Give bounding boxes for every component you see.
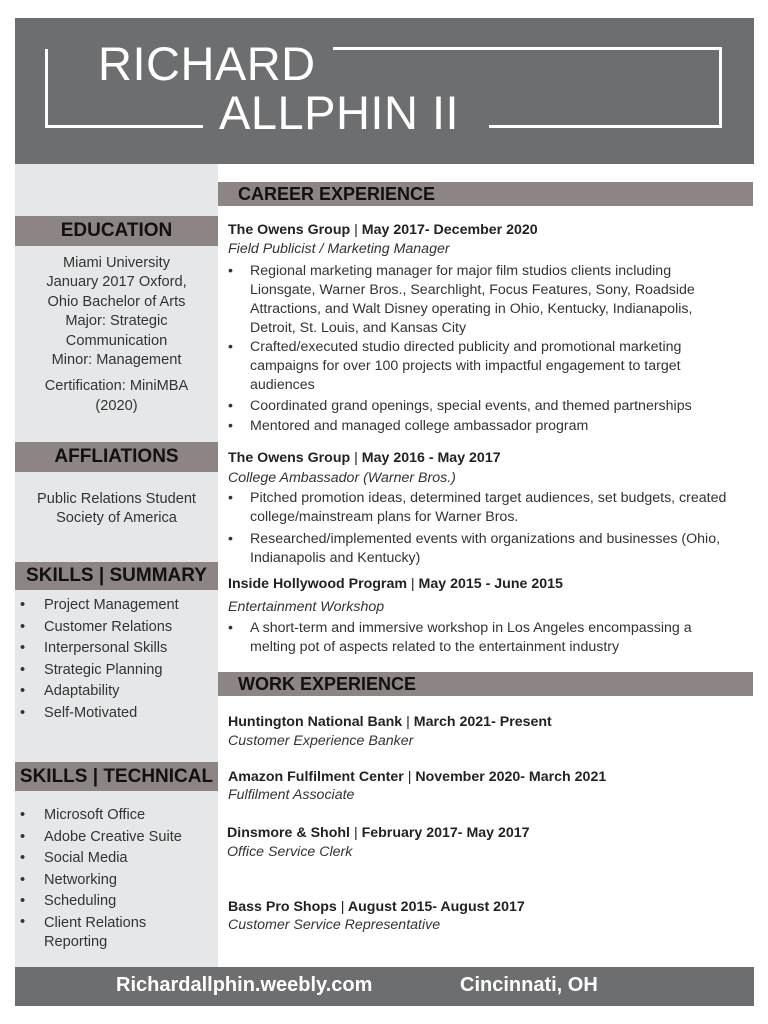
affiliation-line: Society of America [56,510,177,527]
bullet-icon: • [228,398,233,414]
list-item: • Crafted/executed studio directed publicity and promotional marketing campaigns for over 100 projects with impactful engagement to target audiences [228,339,682,393]
first-name: RICHARD [98,37,316,90]
job-title: The Owens Group | May 2017- December 2020 [228,222,538,238]
bullet-icon: • [20,871,26,888]
bullet-icon: • [20,828,26,845]
list-item: • Client Relations Reporting [20,913,147,950]
skills-summary-heading: SKILLS | SUMMARY [15,562,218,590]
skills-technical-heading: SKILLS | TECHNICAL [15,762,218,791]
skills-summary-list [20,595,218,724]
bullet-icon: • [20,850,26,866]
frame-line-top-right [333,47,722,50]
job-title: Huntington National Bank | March 2021- Present [228,714,552,730]
bullet-icon: • [20,893,26,909]
affiliation-line: Public Relations Student [36,491,196,507]
bullet-icon: • [228,263,233,279]
education-line: Communication [65,332,168,349]
job-role: College Ambassador (Warner Bros.) [228,470,456,486]
list-item: • A short-term and immersive workshop in Los Angeles encompassing a melting pot of aspects related to the entertainment industry [228,620,692,655]
bullet-icon: • [20,597,26,613]
bullet-icon: • [20,913,26,930]
list-item: • Adaptability [20,681,218,703]
job-title: The Owens Group | May 2016 - May 2017 [228,450,501,466]
list-item: • Interpersonal Skills [20,638,218,660]
job-role: Entertainment Workshop [228,599,385,615]
footer-banner [15,967,754,1006]
job-role: Customer Experience Banker [228,733,414,749]
job-role: Field Publicist / Marketing Manager [228,241,450,257]
certification-line: Certification: MiniMBA [44,378,189,395]
education-line: January 2017 Oxford, [46,274,187,291]
last-name: ALLPHIN II [219,86,460,139]
bullet-icon: • [228,418,233,434]
list-item: • Regional marketing manager for major film studios clients including Lionsgate, Warner Bros., Searchlight, Focus Features, Sony, Roadside Attractions, and Walt Disney operating in Ohio, Kentucky, Indianapolis, Detroit, St. Louis, and Kansas City [228,263,695,336]
work-heading: WORK EXPERIENCE [218,672,753,696]
education-line: Ohio Bachelor of Arts [47,293,186,310]
bullet-icon: • [228,490,233,506]
frame-line-right [719,47,722,128]
job-title: Bass Pro Shops | August 2015- August 2017 [228,899,525,915]
education-line: Miami University [62,255,171,271]
list-item: • Coordinated grand openings, special events, and themed partnerships [228,398,692,414]
bullet-icon: • [228,531,233,547]
affiliations-heading: AFFLIATIONS [15,442,218,472]
list-item: • Project Management [20,595,218,617]
list-item: • Microsoft Office [20,805,218,827]
affiliations-block [15,490,218,529]
bullet-icon: • [20,807,26,823]
job-title: Amazon Fulfilment Center | November 2020- March 2021 [228,769,607,785]
bullet-icon: • [20,704,26,721]
education-heading: EDUCATION [15,216,218,246]
list-item: • Mentored and managed college ambassador program [228,418,589,434]
bullet-icon: • [228,339,233,355]
education-block [15,254,218,416]
header-banner [15,18,754,164]
frame-line-bottom-right [489,125,722,128]
website-link[interactable]: Richardallphin.weebly.com [116,974,373,996]
frame-line-bottom-left [45,125,203,128]
job-role: Office Service Clerk [227,844,353,860]
list-item: • Pitched promotion ideas, determined target audiences, set budgets, created college/mainstream plans for Warner Bros. [228,490,727,525]
bullet-icon: • [20,683,26,699]
education-line: Minor: Management [51,352,182,369]
career-heading: CAREER EXPERIENCE [218,182,753,206]
job-role: Customer Service Representative [228,917,441,933]
skills-technical-list [20,805,218,952]
list-item: • Networking [20,870,218,892]
list-item: • Social Media [20,848,218,870]
bullet-icon: • [20,640,26,656]
list-item: • Scheduling [20,891,218,913]
certification-line: (2020) [95,397,138,414]
location-text: Cincinnati, OH [460,974,598,996]
list-item: • Self-Motivated [20,703,218,725]
list-item: • Strategic Planning [20,660,218,682]
list-item: • Adobe Creative Suite [20,827,218,849]
list-item: • Researched/implemented events with organizations and businesses (Ohio, Indianapolis and Kentucky) [228,531,721,566]
bullet-icon: • [228,620,233,636]
frame-line-left [45,49,48,128]
job-title: Inside Hollywood Program | May 2015 - June 2015 [228,576,563,592]
bullet-icon: • [20,661,26,678]
education-line: Major: Strategic [65,313,168,330]
list-item: • Customer Relations [20,617,218,639]
job-role: Fulfilment Associate [228,787,355,803]
job-title: Dinsmore & Shohl | February 2017- May 2017 [227,825,530,841]
bullet-icon: • [20,618,26,635]
